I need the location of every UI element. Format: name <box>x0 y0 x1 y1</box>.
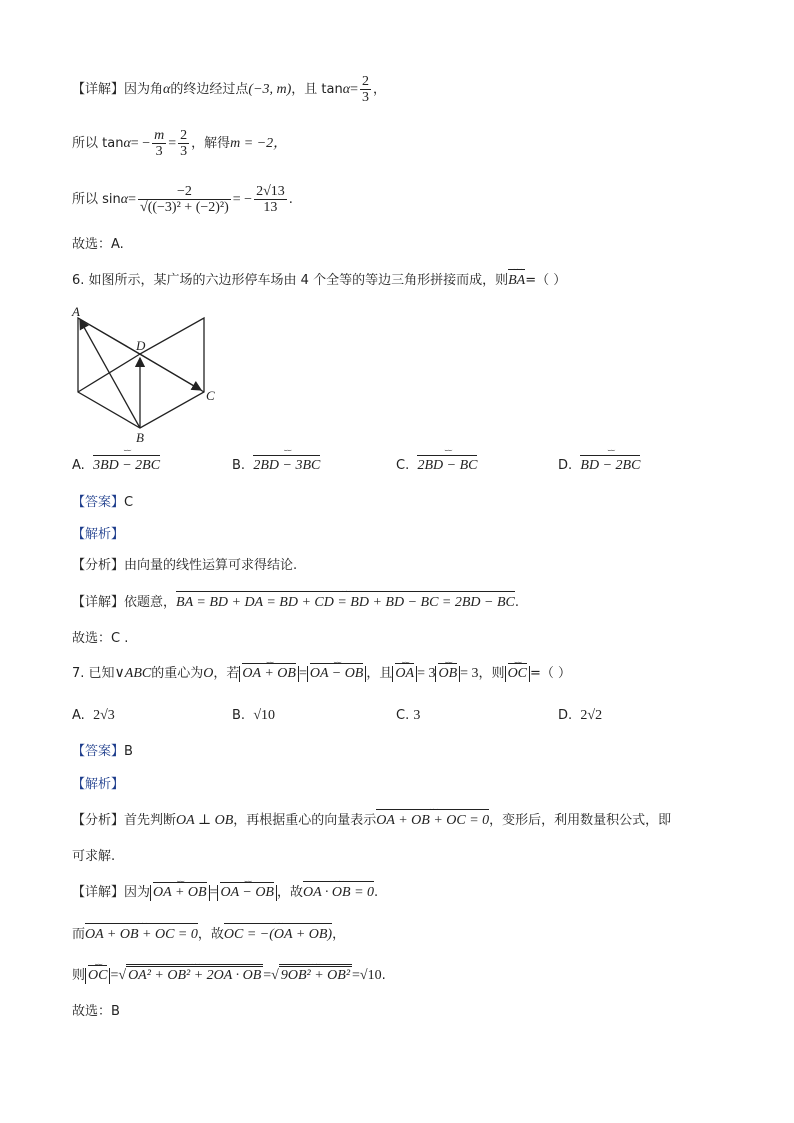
label-D: D <box>136 338 146 353</box>
fraction: $\frac{m}{3}$ <box>154 128 165 159</box>
fraction: $\frac{2√13}{13}$ <box>256 184 285 215</box>
p5-line3: 所以 sinα= $\frac{-2}{\text{√((−3)² + (−2)²)}}$ = − $\frac{2√13}{13}$ . <box>72 184 293 215</box>
q6-option-d[interactable]: D. BD − 2BC ⌣⌣ <box>558 458 640 474</box>
q7-answer: 【答案】B <box>72 744 133 759</box>
fraction: $\frac{-2}{\text{√((−3)² + (−2)²)}}$ <box>140 184 229 215</box>
q7-option-b[interactable]: B. √10 <box>232 708 276 723</box>
hexagon-outline <box>78 318 204 428</box>
q6-detail: 【详解】依题意，BA = BD + DA = BD + CD = BD + BD − BC = 2BD − BC ⌣⌣. <box>72 594 519 612</box>
q7-option-d[interactable]: D. 2√2 <box>558 708 603 723</box>
q7-stem: 7. 已知∨ABC的重心为O，若 OA + OB ⌣⌣ = OA − OB ⌣⌣ ，且 OA ⌣⌣ = 3 OB ⌣⌣ = 3，则 OC ⌣⌣ =（ ） <box>72 665 571 683</box>
q6-option-c[interactable]: C. 2BD − BC ⌣⌣ <box>396 458 477 474</box>
q6-option-a[interactable]: A. 3BD − 2BC ⌣⌣ <box>72 458 160 474</box>
q6-fenxi: 【分析】由向量的线性运算可求得结论. <box>72 558 298 573</box>
q7-analysis-tag: 【解析】 <box>72 777 125 792</box>
p5-line1: 【详解】因为角α的终边经过点(−3, m)，且 tanα= $\frac{2}{3}$ ， <box>72 74 387 105</box>
label-B: B <box>136 430 144 444</box>
q6-options <box>72 458 712 480</box>
q7-detail-1: 【详解】因为 OA + OB ⌣⌣ = OA − OB ⌣⌣ ，故OA · OB = 0 ⌣⌣. <box>72 884 378 902</box>
q6-answer: 【答案】C <box>72 495 134 510</box>
q7-final: 故选：B <box>72 1004 120 1019</box>
fraction: $\frac{2}{3}$ <box>180 128 188 159</box>
p5-line2: 所以 tanα= − $\frac{m}{3}$ = $\frac{2}{3}$ ，解得m = −2， <box>72 128 288 159</box>
q7-fenxi: 【分析】首先判断OA ⊥ OB，再根据重心的向量表示OA + OB + OC = 0 ⌣⌣，变形后，利用数量积公式，即 <box>72 812 671 830</box>
q6-analysis-tag: 【解析】 <box>72 527 125 542</box>
q7-options <box>72 708 712 730</box>
label-C: C <box>206 388 215 403</box>
q7-option-c[interactable]: C. 3 <box>396 708 421 723</box>
detail-tag: 【详解】 <box>72 82 125 97</box>
q7-detail-3: 则 OC ⌣⌣ =√ OA² + OB² + 2OA · OB ⌣⌣ =√ 9OB² + OB² ⌣⌣ =√10. <box>72 966 386 985</box>
q7-detail-2: 而OA + OB + OC = 0 ⌣⌣，故OC = −(OA + OB) ⌣⌣， <box>72 926 345 944</box>
q6-option-b[interactable]: B. 2BD − 3BC ⌣⌣ <box>232 458 320 474</box>
vector-arrows <box>78 318 201 428</box>
label-A: A <box>72 304 80 319</box>
q6-final: 故选：C . <box>72 631 129 646</box>
q7-option-a[interactable]: A. 2√3 <box>72 708 115 723</box>
q7-fenxi-cont: 可求解. <box>72 849 116 864</box>
p5-final: 故选：A. <box>72 237 124 252</box>
hexagon-figure <box>68 302 218 444</box>
q6-stem: 6. 如图所示，某广场的六边形停车场由 4 个全等的等边三角形拼接而成，则BA ⌣⌣=（ ） <box>72 272 566 290</box>
fraction: $\frac{2}{3}$ <box>362 74 369 105</box>
